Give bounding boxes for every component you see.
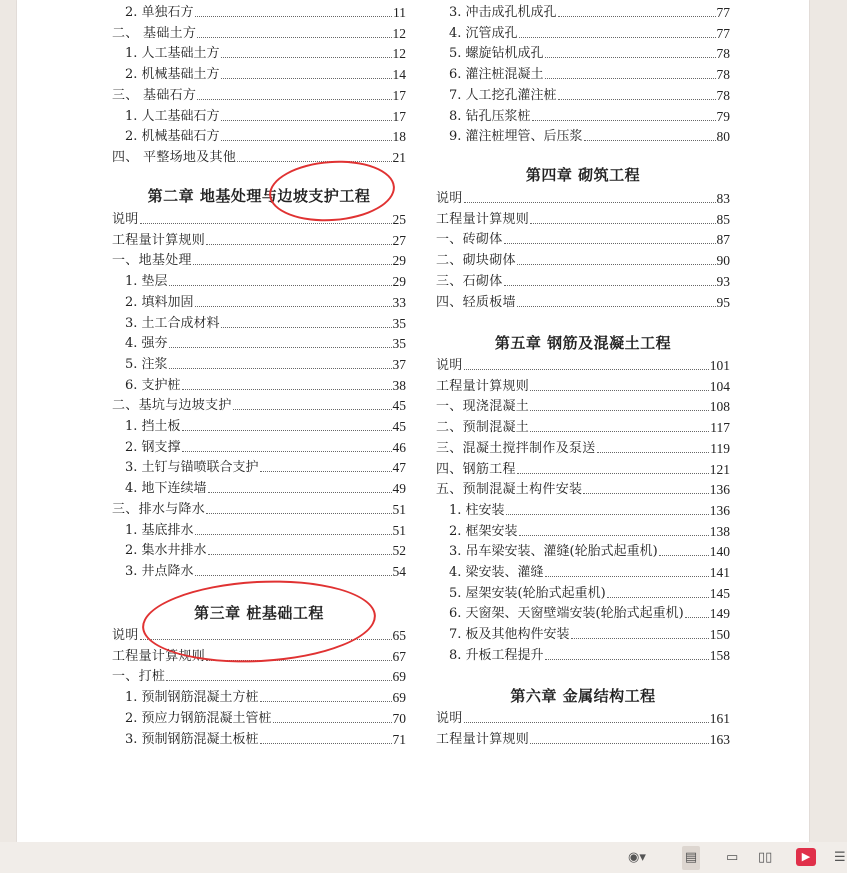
toc-entry-label: 3. 土工合成材料 [125, 315, 220, 331]
toc-entry-page: 51 [392, 501, 406, 517]
toc-entry-page: 51 [392, 522, 406, 538]
toc-entry[interactable] [112, 475, 406, 496]
toc-entry-label: 说明 [436, 711, 463, 726]
toc-entry[interactable] [112, 684, 406, 705]
toc-leader-dots [519, 37, 716, 38]
toc-leader-dots [208, 492, 392, 493]
toc-leader-dots [260, 471, 392, 472]
toc-leader-dots [583, 493, 708, 494]
toc-entry[interactable] [436, 61, 730, 82]
toc-leader-dots [504, 285, 716, 286]
toc-entry-page: 67 [392, 648, 406, 664]
toc-entry-page: 17 [392, 87, 406, 103]
toc-entry-page: 70 [392, 710, 406, 726]
toc-entry-page: 35 [392, 315, 406, 331]
toc-leader-dots [193, 264, 392, 265]
toc-entry-page: 52 [392, 543, 406, 559]
toc-leader-dots [584, 140, 716, 141]
toc-entry-page: 29 [392, 253, 406, 269]
toc-leader-dots [464, 369, 709, 370]
toc-entry-label: 说明 [436, 191, 463, 206]
toc-entry[interactable] [112, 0, 406, 20]
toc-leader-dots [530, 410, 709, 411]
toc-entry[interactable] [112, 247, 406, 268]
toc-entry[interactable] [436, 206, 730, 227]
toc-entry[interactable] [112, 289, 406, 310]
toc-entry[interactable] [112, 517, 406, 538]
toc-entry-label: 8. 升板工程提升 [449, 647, 544, 663]
toc-entry-page: 136 [709, 502, 730, 518]
toc-entry[interactable] [436, 435, 730, 456]
toc-entry[interactable] [112, 20, 406, 41]
toc-entry[interactable] [436, 497, 730, 518]
toc-entry-page: 35 [392, 336, 406, 352]
toc-entry-page: 83 [716, 191, 730, 206]
toc-entry[interactable] [436, 268, 730, 289]
toc-entry-label: 8. 钻孔压浆桩 [449, 108, 531, 124]
toc-entry-page: 104 [709, 378, 730, 394]
toc-entry-label: 二、砌块砌体 [436, 253, 516, 269]
toc-entry[interactable] [112, 454, 406, 475]
toc-entry-label: 4. 强夯 [125, 336, 168, 352]
toc-entry-label: 1. 垫层 [125, 274, 168, 290]
toc-entry[interactable] [112, 434, 406, 455]
toc-entry-label: 4. 梁安装、灌缝 [449, 565, 544, 580]
toc-entry-page: 140 [709, 544, 730, 560]
toc-entry-label: 说明 [112, 212, 139, 227]
toc-leader-dots [260, 701, 392, 702]
toc-entry-page: 93 [716, 273, 730, 289]
toc-entry[interactable] [436, 40, 730, 61]
toc-entry-page: 101 [709, 358, 730, 373]
toc-leader-dots [237, 161, 391, 162]
toc-entry[interactable] [436, 123, 730, 144]
continuous-page-icon[interactable]: ▤ [682, 846, 700, 870]
toc-entry-page: 12 [392, 25, 406, 41]
toc-entry[interactable] [112, 123, 406, 144]
toc-entry[interactable] [436, 726, 730, 747]
toc-entry-label: 3. 冲击成孔机成孔 [449, 5, 557, 20]
toc-entry-label: 2. 填料加固 [125, 294, 194, 310]
toc-leader-dots [221, 140, 392, 141]
toc-leader-dots [558, 99, 716, 100]
toc-entry-page: 136 [709, 482, 730, 498]
toc-entry-label: 6. 支护桩 [125, 377, 181, 393]
chapter-title: 第三章 桩基础工程 [194, 604, 324, 622]
toc-entry[interactable] [436, 476, 730, 497]
toc-entry-label: 三、排水与降水 [112, 501, 206, 517]
toc-entry-label: 7. 人工挖孔灌注桩 [449, 87, 557, 103]
toc-entry-page: 87 [716, 232, 730, 248]
toc-leader-dots [659, 555, 709, 556]
toc-entry-label: 一、打桩 [112, 669, 166, 685]
toc-entry[interactable] [436, 20, 730, 41]
toc-entry-page: 71 [392, 731, 406, 747]
toc-entry[interactable] [112, 558, 406, 579]
toc-entry[interactable] [436, 226, 730, 247]
toc-entry-page: 17 [392, 108, 406, 124]
toc-entry-page: 69 [392, 669, 406, 685]
toc-leader-dots [195, 534, 392, 535]
toc-entry[interactable] [112, 144, 406, 165]
toc-leader-dots [571, 638, 709, 639]
toc-entry-page: 163 [709, 731, 730, 747]
toc-entry-label: 五、预制混凝土构件安装 [436, 482, 583, 498]
toc-entry-page: 80 [716, 129, 730, 145]
toc-leader-dots [532, 120, 716, 121]
toc-leader-dots [206, 513, 391, 514]
toc-leader-dots [221, 120, 392, 121]
toc-entry[interactable] [436, 373, 730, 394]
toc-entry[interactable] [112, 643, 406, 664]
toc-entry[interactable] [436, 621, 730, 642]
toc-entry-label: 5. 注浆 [125, 356, 168, 372]
toc-entry-label: 三、石砌体 [436, 273, 503, 289]
toc-entry-label: 9. 灌注桩埋管、后压浆 [449, 129, 583, 145]
toc-entry-page: 14 [392, 67, 406, 83]
toc-entry[interactable] [436, 456, 730, 477]
chapter-title: 第六章 金属结构工程 [510, 687, 656, 705]
toc-leader-dots [195, 306, 392, 307]
toc-entry-page: 65 [392, 628, 406, 643]
toc-entry[interactable] [436, 247, 730, 268]
toc-entry-page: 138 [709, 523, 730, 539]
single-page-icon[interactable]: ▭ [726, 850, 739, 865]
toc-entry-page: 121 [709, 461, 730, 477]
toc-entry[interactable] [436, 414, 730, 435]
toc-entry[interactable] [436, 518, 730, 539]
two-page-icon[interactable]: ▯▯ [758, 850, 773, 865]
toc-entry-label: 说明 [436, 358, 463, 373]
toc-leader-dots [545, 57, 716, 58]
toc-leader-dots [504, 243, 716, 244]
toc-entry-label: 四、钢筋工程 [436, 461, 516, 477]
toc-entry-label: 2. 钢支撑 [125, 439, 181, 455]
toc-leader-dots [182, 451, 392, 452]
toc-leader-dots [545, 78, 716, 79]
toc-entry-label: 二、基坑与边坡支护 [112, 398, 232, 414]
toc-entry-label: 一、砖砌体 [436, 232, 503, 248]
toc-entry-page: 18 [392, 129, 406, 145]
toc-leader-dots [140, 223, 392, 224]
toc-entry-page: 21 [392, 149, 406, 165]
toc-entry[interactable] [112, 330, 406, 351]
toc-entry-page: 33 [392, 294, 406, 310]
toc-entry-page: 108 [709, 399, 730, 415]
toc-leader-dots [607, 597, 709, 598]
toc-entry-label: 1. 基底排水 [125, 522, 194, 538]
toc-entry-label: 二、预制混凝土 [436, 420, 530, 436]
toc-entry-label: 工程量计算规则 [436, 378, 530, 394]
toc-leader-dots [195, 575, 392, 576]
toc-entry[interactable] [112, 206, 406, 227]
toc-leader-dots [558, 16, 716, 17]
toc-entry-page: 90 [716, 253, 730, 269]
toc-leader-dots [169, 347, 392, 348]
toc-entry[interactable] [436, 705, 730, 726]
toc-entry-label: 6. 灌注桩混凝土 [449, 67, 544, 83]
toc-entry-page: 149 [709, 606, 730, 622]
toc-entry[interactable] [112, 61, 406, 82]
toc-entry-page: 11 [393, 5, 406, 20]
toc-entry[interactable] [112, 726, 406, 747]
toc-entry-label: 1. 柱安装 [449, 502, 505, 518]
toc-entry-label: 2. 机械基础土方 [125, 67, 220, 83]
toc-leader-dots [597, 452, 710, 453]
toc-entry-page: 45 [392, 398, 406, 414]
toc-entry-page: 79 [716, 108, 730, 124]
toc-entry-page: 95 [716, 294, 730, 310]
toc-entry-label: 1. 人工基础石方 [125, 108, 220, 124]
toc-entry[interactable] [436, 352, 730, 373]
toc-leader-dots [517, 306, 716, 307]
toc-leader-dots [221, 78, 392, 79]
toc-leader-dots [182, 430, 392, 431]
toc-leader-dots [169, 368, 392, 369]
toc-leader-dots [530, 431, 709, 432]
toc-entry-label: 3. 吊车梁安装、灌缝(轮胎式起重机) [449, 544, 658, 560]
toc-entry-page: 78 [716, 46, 730, 62]
toc-entry-page: 69 [392, 690, 406, 706]
toc-entry-page: 12 [392, 46, 406, 62]
viewer-toolbar [0, 842, 847, 873]
toc-entry-label: 一、地基处理 [112, 253, 192, 269]
toc-leader-dots [197, 99, 391, 100]
toc-leader-dots [517, 264, 716, 265]
toc-entry[interactable] [436, 559, 730, 580]
toc-entry-page: 150 [709, 627, 730, 643]
toc-leader-dots [530, 743, 709, 744]
toc-entry-page: 37 [392, 356, 406, 372]
toc-entry-label: 3. 预制钢筋混凝土板桩 [125, 731, 259, 747]
toc-leader-dots [206, 244, 391, 245]
toc-leader-dots [464, 202, 716, 203]
toc-entry-page: 46 [392, 439, 406, 455]
toc-entry-label: 2. 机械基础石方 [125, 129, 220, 145]
toc-entry-label: 说明 [112, 628, 139, 643]
toc-leader-dots [530, 223, 715, 224]
toc-entry[interactable] [436, 580, 730, 601]
toc-entry-page: 161 [709, 711, 730, 726]
toc-leader-dots [530, 390, 709, 391]
toc-entry-page: 38 [392, 377, 406, 393]
toc-entry-label: 1. 预制钢筋混凝土方桩 [125, 690, 259, 706]
toc-entry[interactable] [112, 392, 406, 413]
toc-entry-page: 25 [392, 212, 406, 227]
toc-entry-label: 6. 天窗架、天窗壁端安装(轮胎式起重机) [449, 606, 684, 622]
toc-entry-page: 119 [710, 440, 730, 456]
toc-entry-page: 141 [709, 565, 730, 580]
toc-leader-dots [685, 617, 709, 618]
toc-leader-dots [519, 535, 709, 536]
toc-leader-dots [506, 514, 709, 515]
toc-entry-label: 三、混凝土搅拌制作及泵送 [436, 440, 596, 456]
toc-entry-label: 5. 屋架安装(轮胎式起重机) [449, 585, 606, 601]
toc-entry[interactable] [436, 538, 730, 559]
play-icon[interactable]: ▶ [796, 848, 816, 866]
toc-entry[interactable] [112, 496, 406, 517]
toc-entry[interactable] [112, 40, 406, 61]
toc-leader-dots [140, 639, 392, 640]
toc-entry[interactable] [112, 372, 406, 393]
toc-entry[interactable] [112, 82, 406, 103]
toc-leader-dots [195, 16, 392, 17]
toc-entry-page: 158 [709, 647, 730, 663]
toc-entry-page: 54 [392, 563, 406, 579]
toc-entry[interactable] [436, 642, 730, 663]
toc-entry-page: 49 [392, 481, 406, 497]
toc-leader-dots [221, 327, 392, 328]
read-mode-icon[interactable]: ◉▾ [628, 850, 646, 865]
toc-entry[interactable] [436, 0, 730, 20]
toc-entry-label: 三、 基础石方 [112, 87, 197, 103]
toc-entry-page: 85 [716, 211, 730, 227]
toc-entry-label: 3. 土钉与锚喷联合支护 [125, 460, 259, 476]
toc-entry[interactable] [436, 185, 730, 206]
toc-leader-dots [545, 659, 709, 660]
toc-entry-label: 工程量计算规则 [112, 232, 206, 248]
toc-entry[interactable] [436, 82, 730, 103]
more-icon[interactable]: ☰ [834, 850, 846, 865]
chapter-title: 第四章 砌筑工程 [525, 166, 641, 184]
toc-entry-page: 117 [710, 420, 730, 436]
toc-entry-label: 3. 井点降水 [125, 563, 194, 579]
toc-entry-label: 5. 螺旋钻机成孔 [449, 46, 544, 62]
toc-leader-dots [545, 576, 709, 577]
toc-entry[interactable] [112, 663, 406, 684]
toc-leader-dots [221, 57, 392, 58]
toc-entry[interactable] [112, 268, 406, 289]
toc-entry-page: 45 [392, 419, 406, 434]
toc-leader-dots [206, 660, 391, 661]
toc-entry-page: 78 [716, 67, 730, 83]
toc-leader-dots [197, 37, 391, 38]
toc-entry[interactable] [436, 289, 730, 310]
toc-entry-label: 工程量计算规则 [112, 648, 206, 664]
toc-entry-page: 47 [392, 460, 406, 476]
toc-entry-page: 78 [716, 87, 730, 103]
toc-entry[interactable] [436, 103, 730, 124]
toc-leader-dots [464, 722, 709, 723]
toc-entry-label: 2. 预应力钢筋混凝土管桩 [125, 710, 272, 726]
toc-entry-label: 2. 单独石方 [125, 5, 194, 20]
toc-entry-label: 1. 挡土板 [125, 419, 181, 434]
toc-leader-dots [166, 680, 391, 681]
toc-entry[interactable] [112, 413, 406, 434]
toc-entry-page: 27 [392, 232, 406, 248]
toc-leader-dots [182, 389, 392, 390]
toc-entry[interactable] [112, 622, 406, 643]
chapter-title: 第五章 钢筋及混凝土工程 [494, 334, 672, 352]
toc-entry-label: 2. 集水井排水 [125, 543, 207, 559]
toc-entry[interactable] [112, 705, 406, 726]
toc-entry-page: 77 [716, 5, 730, 20]
toc-leader-dots [260, 743, 392, 744]
toc-leader-dots [169, 285, 392, 286]
toc-entry-label: 四、轻质板墙 [436, 294, 516, 310]
toc-leader-dots [233, 409, 392, 410]
toc-entry-label: 工程量计算规则 [436, 731, 530, 747]
toc-entry-label: 工程量计算规则 [436, 211, 530, 227]
toc-entry-label: 4. 地下连续墙 [125, 481, 207, 497]
toc-entry[interactable] [112, 103, 406, 124]
toc-entry-page: 145 [709, 585, 730, 601]
toc-entry[interactable] [436, 600, 730, 621]
chapter-title: 第二章 地基处理与边坡支护工程 [147, 187, 371, 205]
toc-entry-label: 1. 人工基础土方 [125, 46, 220, 62]
toc-leader-dots [273, 722, 392, 723]
toc-entry-label: 2. 框架安装 [449, 523, 518, 539]
toc-entry-label: 一、现浇混凝土 [436, 399, 530, 415]
toc-entry-page: 77 [716, 25, 730, 41]
toc-entry[interactable] [112, 310, 406, 331]
toc-entry-page: 29 [392, 274, 406, 290]
toc-leader-dots [517, 473, 709, 474]
toc-leader-dots [208, 554, 392, 555]
toc-entry[interactable] [112, 351, 406, 372]
toc-entry-label: 四、 平整场地及其他 [112, 149, 237, 165]
toc-entry[interactable] [436, 393, 730, 414]
document-page [17, 0, 809, 842]
toc-entry[interactable] [112, 227, 406, 248]
toc-entry[interactable] [112, 537, 406, 558]
toc-entry-label: 7. 板及其他构件安装 [449, 627, 570, 643]
toc-entry-label: 4. 沉管成孔 [449, 25, 518, 41]
toc-entry-label: 二、 基础土方 [112, 25, 197, 41]
